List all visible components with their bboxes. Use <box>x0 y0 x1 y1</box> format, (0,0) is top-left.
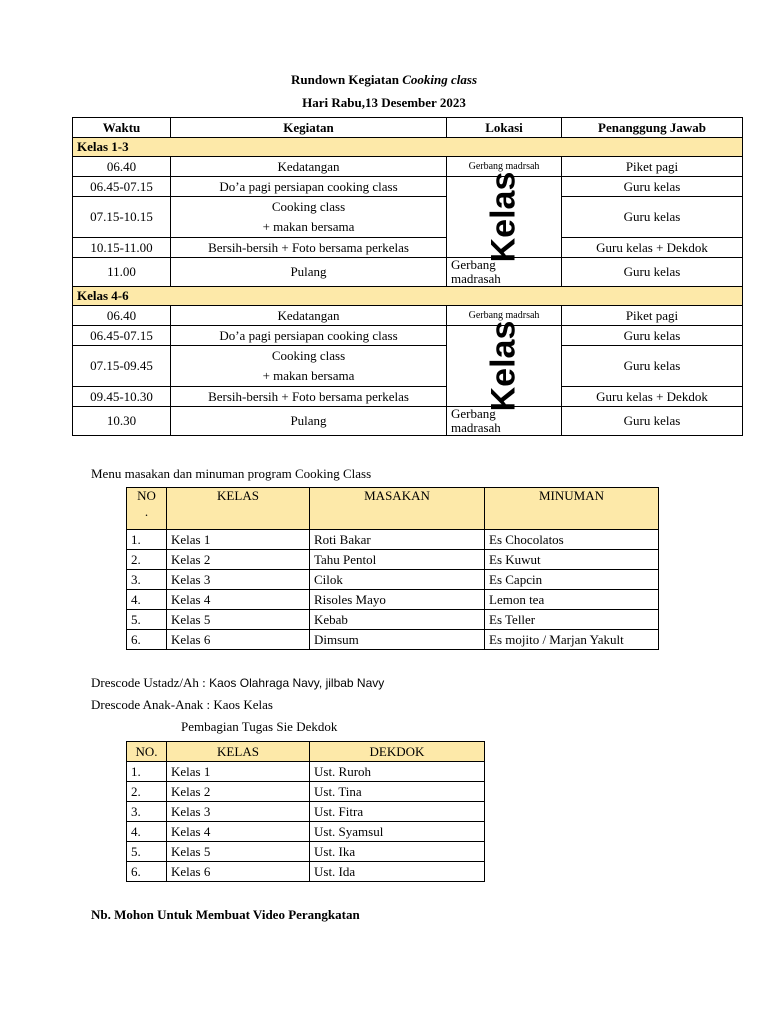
cell-activity: Kedatangan <box>171 306 447 326</box>
table-cell: Ust. Ida <box>310 862 485 882</box>
cell-time: 07.15-09.45 <box>73 346 171 387</box>
activity-line-1: Cooking class <box>271 199 346 214</box>
cell-activity: Do’a pagi persiapan cooking class <box>171 326 447 346</box>
table-cell: Dimsum <box>310 630 485 650</box>
cell-pic: Guru kelas <box>562 177 743 197</box>
cell-activity: Do’a pagi persiapan cooking class <box>171 177 447 197</box>
table-row <box>127 550 659 570</box>
table-row <box>127 782 485 802</box>
vertical-kelas-label: Kelas <box>484 171 523 263</box>
table-row <box>73 197 743 238</box>
table-cell: Es mojito / Marjan Yakult <box>485 630 659 650</box>
table-cell: Kelas 3 <box>167 570 310 590</box>
table-cell: Kelas 6 <box>167 630 310 650</box>
menu-caption: Menu masakan dan minuman program Cooking Class <box>91 466 372 481</box>
doc-title <box>0 72 768 88</box>
rundown-header-row <box>73 118 743 138</box>
title-italic: Cooking class <box>402 72 477 87</box>
table-cell: 2. <box>127 782 167 802</box>
cell-activity: Bersih-bersih + Foto bersama perkelas <box>171 238 447 258</box>
menu-table <box>126 487 659 650</box>
table-cell: Kelas 4 <box>167 590 310 610</box>
cell-location-merged <box>447 320 562 412</box>
section-title: Kelas 4-6 <box>73 287 743 306</box>
section-row <box>73 138 743 157</box>
table-cell: Lemon tea <box>485 590 659 610</box>
table-row <box>127 862 485 882</box>
cell-pic: Guru kelas + Dekdok <box>562 238 743 258</box>
table-cell: Kelas 5 <box>167 610 310 630</box>
cell-time: 06.40 <box>73 157 171 177</box>
table-cell: Tahu Pentol <box>310 550 485 570</box>
table-cell: Es Kuwut <box>485 550 659 570</box>
cell-time: 10.15-11.00 <box>73 238 171 258</box>
table-row <box>127 822 485 842</box>
cell-location: Gerbang madrsah <box>447 157 562 177</box>
header-no: NO. <box>127 742 167 762</box>
table-cell: Ust. Syamsul <box>310 822 485 842</box>
activity-line-2: + makan bersama <box>262 368 355 383</box>
dresscode-anak-label: Drescode Anak-Anak : <box>91 697 214 712</box>
table-cell: 6. <box>127 862 167 882</box>
table-cell: Ust. Fitra <box>310 802 485 822</box>
header-lokasi: Lokasi <box>447 118 562 138</box>
table-cell: 4. <box>127 590 167 610</box>
header-waktu: Waktu <box>73 118 171 138</box>
table-row <box>127 762 485 782</box>
section-row <box>73 287 743 306</box>
doc-date: Hari Rabu,13 Desember 2023 <box>302 95 466 110</box>
table-cell: Kelas 1 <box>167 762 310 782</box>
table-cell: Ust. Ika <box>310 842 485 862</box>
table-row <box>73 387 743 407</box>
table-row <box>73 157 743 177</box>
location-line-2: madrasah <box>451 271 501 286</box>
cell-time: 07.15-10.15 <box>73 197 171 238</box>
cell-time: 11.00 <box>73 258 171 287</box>
table-cell: Kebab <box>310 610 485 630</box>
dresscode-anak-value: Kaos Kelas <box>213 697 273 712</box>
cell-time: 06.40 <box>73 306 171 326</box>
table-cell: Roti Bakar <box>310 530 485 550</box>
cell-time: 06.45-07.15 <box>73 177 171 197</box>
dresscode-ustadz <box>91 675 384 691</box>
cell-time: 10.30 <box>73 407 171 436</box>
activity-line-2: + makan bersama <box>262 219 355 234</box>
cell-location-merged <box>447 171 562 263</box>
table-cell: Cilok <box>310 570 485 590</box>
table-cell: 3. <box>127 570 167 590</box>
activity-line-1: Cooking class <box>271 348 346 363</box>
table-row <box>73 326 743 346</box>
header-kegiatan: Kegiatan <box>171 118 447 138</box>
header-masakan: MASAKAN <box>310 488 485 530</box>
table-cell: 1. <box>127 762 167 782</box>
table-cell: Risoles Mayo <box>310 590 485 610</box>
location-line-2: madrasah <box>451 420 501 435</box>
table-row <box>73 177 743 197</box>
dresscode-anak <box>91 697 273 713</box>
header-no-text: NO <box>137 488 156 503</box>
dresscode-ustadz-value: Kaos Olahraga Navy, jilbab Navy <box>209 676 385 690</box>
table-cell: Es Chocolatos <box>485 530 659 550</box>
table-cell: Kelas 2 <box>167 550 310 570</box>
table-cell: Es Capcin <box>485 570 659 590</box>
cell-pic: Piket pagi <box>562 157 743 177</box>
cell-activity: Pulang <box>171 258 447 287</box>
section-title: Kelas 1-3 <box>73 138 743 157</box>
dresscode-ustadz-label: Drescode Ustadz/Ah : <box>91 675 210 690</box>
cell-activity: Pulang <box>171 407 447 436</box>
table-row <box>127 610 659 630</box>
dekdok-table <box>126 741 485 882</box>
rundown-table <box>72 117 743 436</box>
cell-location: Gerbang madrsah <box>447 306 562 326</box>
note: Nb. Mohon Untuk Membuat Video Perangkatan <box>91 907 360 922</box>
cell-pic: Guru kelas <box>562 326 743 346</box>
cell-pic: Guru kelas <box>562 197 743 238</box>
location-line-1: Gerbang <box>451 257 496 272</box>
table-cell: Es Teller <box>485 610 659 630</box>
table-cell: 5. <box>127 842 167 862</box>
dekdok-caption: Pembagian Tugas Sie Dekdok <box>181 719 338 734</box>
header-kelas: KELAS <box>167 742 310 762</box>
table-row <box>127 570 659 590</box>
table-row <box>73 407 743 436</box>
cell-pic: Piket pagi <box>562 306 743 326</box>
table-cell: 3. <box>127 802 167 822</box>
cell-activity: Bersih-bersih + Foto bersama perkelas <box>171 387 447 407</box>
table-row <box>73 346 743 387</box>
table-cell: Kelas 1 <box>167 530 310 550</box>
table-row <box>127 802 485 822</box>
cell-time: 09.45-10.30 <box>73 387 171 407</box>
cell-activity <box>171 346 447 387</box>
table-cell: 1. <box>127 530 167 550</box>
table-row <box>127 842 485 862</box>
table-cell: Ust. Tina <box>310 782 485 802</box>
header-no-dot: . <box>144 504 149 519</box>
menu-header-row <box>127 488 659 530</box>
table-cell: 2. <box>127 550 167 570</box>
table-row <box>127 630 659 650</box>
cell-pic: Guru kelas <box>562 258 743 287</box>
dekdok-header-row <box>127 742 485 762</box>
table-row <box>73 238 743 258</box>
header-penanggung-jawab: Penanggung Jawab <box>562 118 743 138</box>
cell-pic: Guru kelas + Dekdok <box>562 387 743 407</box>
table-row <box>73 306 743 326</box>
table-cell: Kelas 3 <box>167 802 310 822</box>
table-row <box>73 258 743 287</box>
cell-time: 06.45-07.15 <box>73 326 171 346</box>
header-minuman: MINUMAN <box>485 488 659 530</box>
table-cell: Kelas 2 <box>167 782 310 802</box>
menu-body <box>127 530 659 650</box>
header-kelas: KELAS <box>167 488 310 530</box>
table-row <box>127 590 659 610</box>
title-prefix: Rundown Kegiatan <box>290 72 399 87</box>
table-cell: 5. <box>127 610 167 630</box>
table-cell: Kelas 5 <box>167 842 310 862</box>
location-line-1: Gerbang <box>451 406 496 421</box>
header-dekdok: DEKDOK <box>310 742 485 762</box>
table-row <box>127 530 659 550</box>
table-cell: Kelas 6 <box>167 862 310 882</box>
table-cell: 6. <box>127 630 167 650</box>
cell-pic: Guru kelas <box>562 407 743 436</box>
vertical-kelas-label: Kelas <box>484 320 523 412</box>
table-cell: 4. <box>127 822 167 842</box>
cell-activity <box>171 197 447 238</box>
dekdok-body <box>127 762 485 882</box>
cell-pic: Guru kelas <box>562 346 743 387</box>
cell-activity: Kedatangan <box>171 157 447 177</box>
table-cell: Ust. Ruroh <box>310 762 485 782</box>
table-cell: Kelas 4 <box>167 822 310 842</box>
header-no <box>127 488 167 530</box>
